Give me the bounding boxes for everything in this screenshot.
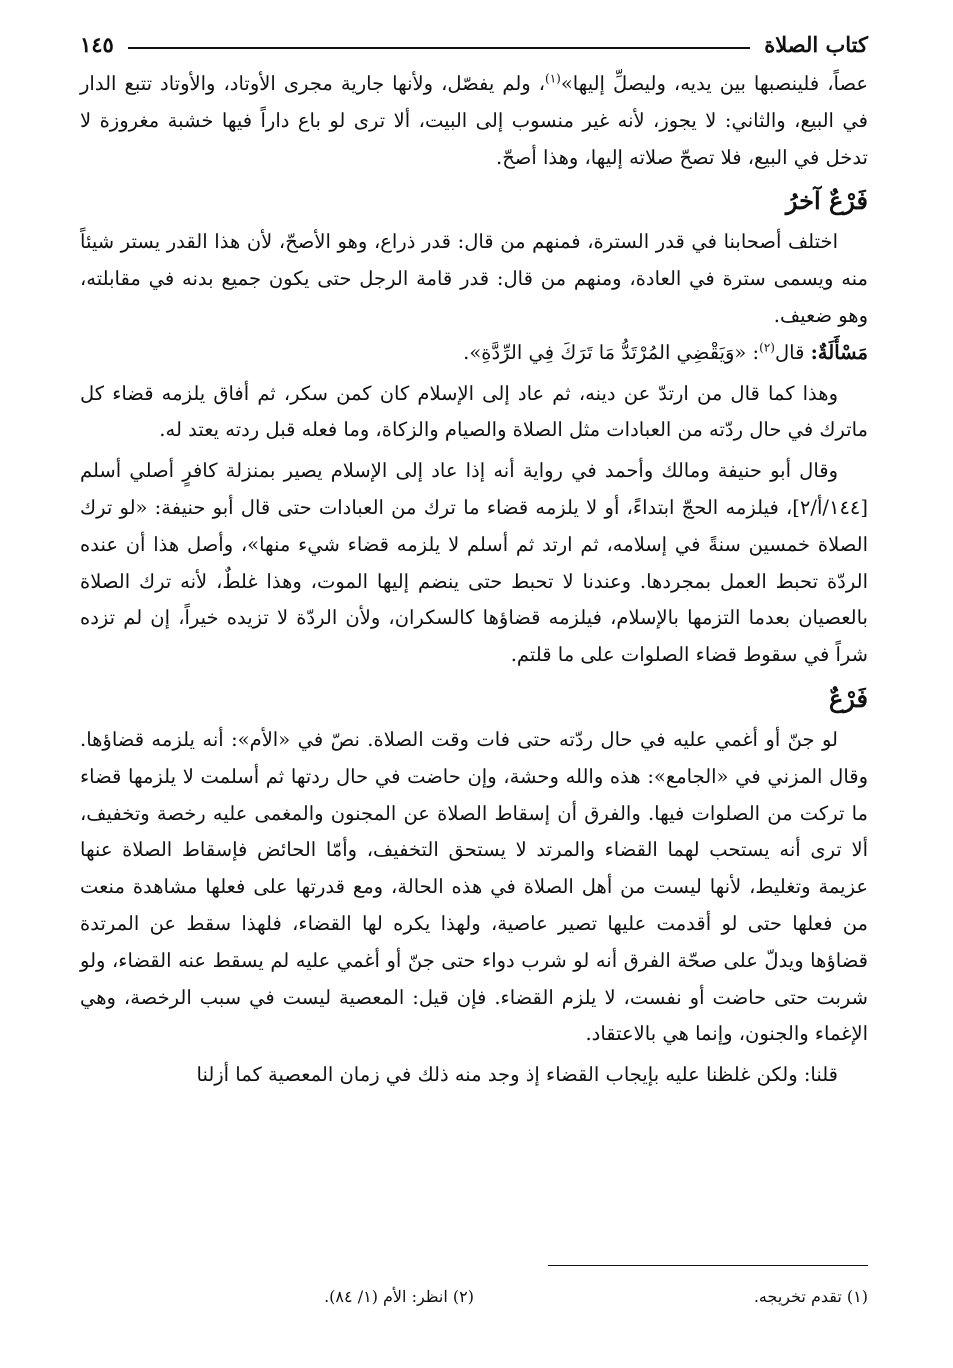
book-page xyxy=(80,22,868,1342)
footnote-ref-1: (١) xyxy=(545,71,561,86)
page-number: ١٤٥ xyxy=(80,31,114,57)
masala-quote: : «وَيَقْضِي المُرْتَدُّ مَا تَرَكَ فِي الرِّدَّةِ». xyxy=(463,340,760,364)
section-heading-far: فَرْعٌ xyxy=(828,683,868,713)
footnote-2: (٢) انظر: الأم (١/ ٨٤). xyxy=(324,1287,474,1306)
masala-line xyxy=(80,335,868,372)
paragraph-1-part-a: عصاً، فلينصبها بين يديه، وليصلِّ إليها» xyxy=(560,72,868,95)
book-title: كتاب الصلاة xyxy=(764,31,868,57)
footnote-rule xyxy=(548,1265,868,1266)
paragraph-4: وقال أبو حنيفة ومالك وأحمد في رواية أنه إذا عاد إلى الإسلام يصير بمنزلة كافرٍ أصلي أسلم [١٤٤/أ/٢]، فيلزمه الحجّ ابتداءً، أو لا يلزمه قضاء ما ترك من العبادات حتى قال أبو حنيفة: «لو ترك الصلاة خمسين سنةً في إسلامه، ثم ارتد ثم أسلم لا يلزمه قضاء شيء منها»، وأصل هذا أن عنده الردّة تحبط العمل بمجردها. وعندنا لا تحبط حتى ينضم إليها الموت، وهذا غلطٌ، لأنه ترك الصلاة بالعصيان بعدما التزمها بالإسلام، فيلزمه قضاؤها كالسكران، ولأن الردّة لا تزيده خيراً، إن لم تزده شراً في سقوط قضاء الصلوات على ما قلتم. xyxy=(80,459,868,667)
main-text xyxy=(80,66,868,1094)
paragraph-3: وهذا كما قال من ارتدّ عن دينه، ثم عاد إلى الإسلام كان كمن سكر، ثم أفاق يلزمه قضاء كل ماترك في حال ردّته من العبادات مثل الصلاة والصيام والزكاة، وما فعله قبل ردته يعتد له. xyxy=(80,381,868,442)
paragraph-5: لو جنّ أو أغمي عليه في حال ردّته حتى فات وقت الصلاة. نصّ في «الأم»: أنه يلزمه قضاؤها. وقال المزني في «الجامع»: هذه والله وحشة، وإن حاضت في حال ردتها ثم أسلمت لا يلزمها قضاء ما تركت من الصلوات فيها. والفرق أن إسقاط الصلاة عن المجنون والمغمى عليه رخصة وتخفيف، ألا ترى أنه يستحب لهما القضاء والمرتد لا يستحق التخفيف، وأمّا الحائض فإسقاط الصلاة عنها عزيمة وتغليط، لأنها ليست من أهل الصلاة في هذه الحالة، ومع قدرتها على فعلها مشاهدة منعت من فعلها حتى لو أقدمت عليها تصير عاصية، ولهذا يكره لها القضاء، فلهذا سقط عن المرتدة قضاؤها ويدلّ على صحّة الفرق أنه لو شرب دواء حتى جنّ أو أغمي عليه لم يسقط عنه القضاء، ولو شربت حتى حاضت أو نفست، لا يلزم القضاء. فإن قيل: المعصية ليست في سبب الرخصة، وهي الإغماء والجنون، وإنما هي بالاعتقاد. xyxy=(80,727,868,1046)
paragraph-1-part-b: ، ولم يفصّل، ولأنها جارية مجرى الأوتاد، والأوتاد تتبع الدار في البيع، والثاني: لا يجوز، لأنه غير منسوب إلى البيت، ألا ترى لو باع داراً فيها خشبة مغروزة لا تدخل في البيع، فلا تصحّ صلاته إليها، وهذا أصحّ. xyxy=(80,72,868,169)
paragraph-6: قلنا: ولكن غلظنا عليه بإيجاب القضاء إذ وجد منه ذلك في زمان المعصية كما أزلنا xyxy=(196,1063,838,1087)
footnotes xyxy=(80,1284,868,1310)
running-header xyxy=(80,22,868,66)
footnote-1: (١) تقدم تخريجه. xyxy=(753,1287,868,1306)
masala-text-a: قال xyxy=(774,340,811,364)
paragraph-2: اختلف أصحابنا في قدر السترة، فمنهم من قال: قدر ذراع، وهو الأصحّ، لأن هذا القدر يستر شيئاً منه ويسمى سترة في العادة، ومنهم من قال: قدر قامة الرجل حتى يكون جميع بدنه في مقابلته، وهو ضعيف. xyxy=(80,230,868,327)
masala-label: مَسْأَلَةٌ: xyxy=(810,340,868,364)
header-rule xyxy=(128,47,750,49)
footnote-ref-2: (٢) xyxy=(759,340,775,355)
section-heading-far-akhar: فَرْعٌ آخرُ xyxy=(785,186,868,216)
paragraph-1 xyxy=(80,66,868,176)
